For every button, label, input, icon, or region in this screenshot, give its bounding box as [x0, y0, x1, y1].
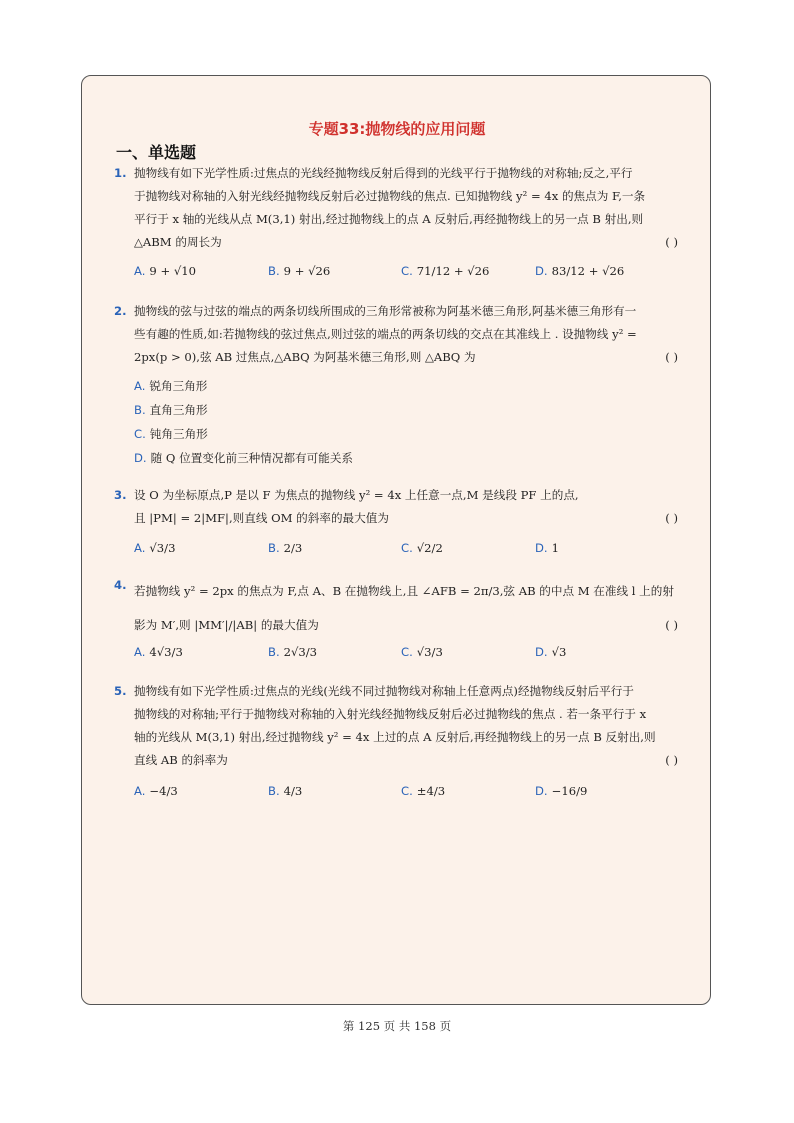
question-text-line: 抛物线有如下光学性质:过焦点的光线经抛物线反射后得到的光线平行于抛物线的对称轴;反之,平行	[134, 166, 633, 180]
question-text-line: 抛物线有如下光学性质:过焦点的光线(光线不同过抛物线对称轴上任意两点)经抛物线反射后平行于	[134, 684, 634, 698]
options-row	[134, 264, 674, 290]
question-text-line: 抛物线的弦与过弦的端点的两条切线所围成的三角形常被称为阿基米德三角形,阿基米德三角形有一	[134, 304, 637, 318]
answer-paren: ( )	[665, 350, 678, 364]
option-b[interactable]: B. 9 + √26	[268, 264, 331, 278]
option-c[interactable]: C. 71/12 + √26	[401, 264, 490, 278]
option-d[interactable]: D. −16/9	[535, 784, 588, 798]
option-b[interactable]: B. 直角三角形	[134, 403, 208, 417]
question-text-line: 于抛物线对称轴的入射光线经抛物线反射后必过抛物线的焦点. 已知抛物线 y² = 4x 的焦点为 F,一条	[134, 189, 646, 203]
question-text-line: 直线 AB 的斜率为	[134, 753, 228, 767]
question-text-line: 影为 M′,则 |MM′|/|AB| 的最大值为	[134, 618, 319, 632]
option-d[interactable]: D. √3	[535, 645, 567, 659]
question-text-line: 2px(p > 0),弦 AB 过焦点,△ABQ 为阿基米德三角形,则 △ABQ 为	[134, 350, 476, 364]
option-b[interactable]: B. 2/3	[268, 541, 303, 555]
option-a[interactable]: A. 9 + √10	[134, 264, 197, 278]
question-2	[114, 300, 680, 369]
options-row	[134, 645, 674, 671]
option-d[interactable]: D. 83/12 + √26	[535, 264, 625, 278]
page-footer: 第 125 页 共 158 页	[342, 1019, 452, 1033]
answer-paren: ( )	[665, 618, 678, 632]
option-b[interactable]: B. 2√3/3	[268, 645, 318, 659]
options-row	[134, 541, 674, 567]
question-1	[114, 162, 680, 254]
option-a[interactable]: A. √3/3	[134, 541, 176, 555]
question-number: 4.	[114, 578, 127, 592]
question-text-line: 平行于 x 轴的光线从点 M(3,1) 射出,经过抛物线上的点 A 反射后,再经抛物线上的另一点 B 射出,则	[134, 212, 644, 226]
option-d[interactable]: D. 随 Q 位置变化前三种情况都有可能关系	[134, 451, 354, 465]
question-text-line: 些有趣的性质,如:若抛物线的弦过焦点,则过弦的端点的两条切线的交点在其准线上 . 设抛物线 y² =	[134, 327, 637, 341]
option-a[interactable]: A. 4√3/3	[134, 645, 183, 659]
question-text-line: 若抛物线 y² = 2px 的焦点为 F,点 A、B 在抛物线上,且 ∠AFB = 2π/3,弦 AB 的中点 M 在准线 l 上的射	[134, 584, 674, 598]
option-c[interactable]: C. √3/3	[401, 645, 443, 659]
question-number: 1.	[114, 166, 127, 180]
section-heading: 一、单选题	[116, 143, 197, 162]
question-number: 2.	[114, 304, 127, 318]
question-text-line: 抛物线的对称轴;平行于抛物线对称轴的入射光线经抛物线反射后必过抛物线的焦点 . 若一条平行于 x	[134, 707, 647, 721]
answer-paren: ( )	[665, 235, 678, 249]
option-b[interactable]: B. 4/3	[268, 784, 303, 798]
answer-paren: ( )	[665, 511, 678, 525]
option-d[interactable]: D. 1	[535, 541, 560, 555]
options-list	[134, 374, 353, 470]
question-3	[114, 484, 680, 530]
page-title: 专题33:抛物线的应用问题	[308, 120, 486, 138]
question-number: 5.	[114, 684, 127, 698]
question-text-line: △ABM 的周长为	[134, 235, 222, 249]
options-row	[134, 784, 674, 810]
option-a[interactable]: A. −4/3	[134, 784, 178, 798]
option-c[interactable]: C. √2/2	[401, 541, 443, 555]
question-5	[114, 680, 680, 772]
answer-paren: ( )	[665, 753, 678, 767]
question-4	[114, 574, 680, 642]
question-number: 3.	[114, 488, 127, 502]
question-text-line: 轴的光线从 M(3,1) 射出,经过抛物线 y² = 4x 上过的点 A 反射后,再经抛物线上的另一点 B 反射出,则	[134, 730, 656, 744]
option-c[interactable]: C. 钝角三角形	[134, 427, 208, 441]
question-text-line: 设 O 为坐标原点,P 是以 F 为焦点的抛物线 y² = 4x 上任意一点,M 是线段 PF 上的点,	[134, 488, 579, 502]
option-c[interactable]: C. ±4/3	[401, 784, 446, 798]
option-a[interactable]: A. 锐角三角形	[134, 379, 208, 393]
question-text-line: 且 |PM| = 2|MF|,则直线 OM 的斜率的最大值为	[134, 511, 389, 525]
